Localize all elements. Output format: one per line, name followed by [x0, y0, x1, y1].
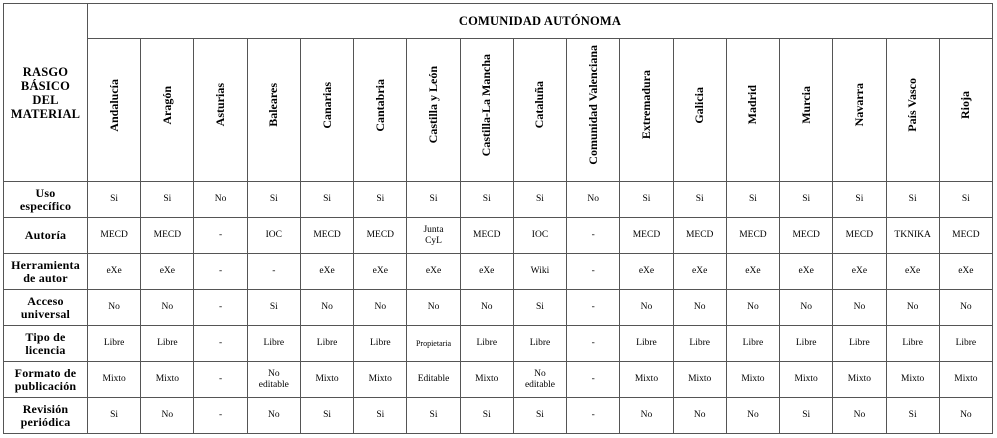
table-cell: IOC	[513, 218, 566, 254]
region-label: Cantabria	[372, 78, 387, 132]
table-cell	[407, 218, 460, 254]
table-cell: eXe	[780, 254, 833, 290]
row-label-line: Acceso	[27, 293, 64, 308]
column-header-region	[247, 39, 300, 182]
table-cell: Si	[780, 398, 833, 434]
column-header-region	[726, 39, 779, 182]
table-cell: No	[247, 398, 300, 434]
table-cell: eXe	[620, 254, 673, 290]
table-cell: MECD	[780, 218, 833, 254]
region-label: Andalucía	[106, 78, 121, 132]
table-cell: Mixto	[673, 362, 726, 398]
table-cell: Si	[407, 182, 460, 218]
table-cell: eXe	[939, 254, 992, 290]
table-cell: No	[673, 398, 726, 434]
row-label-line: licencia	[25, 342, 66, 357]
table-cell: No	[939, 398, 992, 434]
table-cell: eXe	[300, 254, 353, 290]
table-cell: Libre	[300, 326, 353, 362]
table-cell: Si	[141, 182, 194, 218]
row-label	[4, 254, 88, 290]
table-cell: No	[407, 290, 460, 326]
table-cell: Si	[620, 182, 673, 218]
row-label-line: Autoría	[24, 228, 67, 242]
table-cell: MECD	[726, 218, 779, 254]
table-cell: No	[354, 290, 407, 326]
table-cell: -	[567, 218, 620, 254]
table-cell: No	[726, 398, 779, 434]
row-label-line: de autor	[23, 270, 68, 285]
cell-line: editable	[524, 379, 556, 390]
group-header: COMUNIDAD AUTÓNOMA	[88, 4, 993, 39]
table-row	[4, 326, 993, 362]
table-cell: Libre	[780, 326, 833, 362]
header-row-group	[4, 4, 993, 39]
table-cell: Si	[247, 290, 300, 326]
table-cell: Si	[460, 182, 513, 218]
comparison-table	[3, 3, 993, 434]
table-cell: eXe	[886, 254, 939, 290]
table-cell: Si	[886, 182, 939, 218]
table-cell: -	[567, 326, 620, 362]
row-label-line: periódica	[20, 414, 71, 429]
region-label: Murcia	[798, 86, 813, 124]
table-row	[4, 182, 993, 218]
row-label	[4, 290, 88, 326]
cell-line: editable	[258, 379, 289, 390]
table-cell: TKNIKA	[886, 218, 939, 254]
cell-line: Junta	[423, 224, 444, 235]
table-cell: MECD	[673, 218, 726, 254]
corner-line: BÁSICO	[20, 78, 71, 93]
table-cell: Wiki	[513, 254, 566, 290]
corner-header	[4, 4, 88, 182]
table-row	[4, 398, 993, 434]
corner-line: RASGO	[22, 64, 69, 79]
table-cell: -	[194, 290, 247, 326]
table-row	[4, 362, 993, 398]
table-cell: Propietaria	[407, 326, 460, 362]
table-cell: Libre	[620, 326, 673, 362]
region-label: Extremadura	[638, 70, 653, 140]
column-header-region	[141, 39, 194, 182]
table-cell: Libre	[673, 326, 726, 362]
row-label	[4, 362, 88, 398]
table-cell: Libre	[141, 326, 194, 362]
row-label	[4, 182, 88, 218]
table-cell: Si	[673, 182, 726, 218]
table-cell: No	[620, 290, 673, 326]
table-cell: Si	[939, 182, 992, 218]
table-cell: Si	[780, 182, 833, 218]
region-label: Asturias	[213, 83, 228, 127]
row-label	[4, 398, 88, 434]
table-cell: No	[726, 290, 779, 326]
table-cell: Mixto	[141, 362, 194, 398]
region-label: Castilla y León	[426, 66, 441, 144]
table-cell: MECD	[141, 218, 194, 254]
row-label-line: publicación	[14, 378, 77, 393]
table-cell: eXe	[673, 254, 726, 290]
table-row	[4, 254, 993, 290]
table-cell: No	[939, 290, 992, 326]
table-cell: No	[141, 290, 194, 326]
table-cell: Si	[460, 398, 513, 434]
column-header-region	[833, 39, 886, 182]
row-label-line: universal	[20, 306, 71, 321]
table-cell: Mixto	[886, 362, 939, 398]
cell-line: No	[534, 368, 546, 379]
table-cell	[247, 362, 300, 398]
header-row-regions	[4, 39, 993, 182]
table-cell: Si	[300, 398, 353, 434]
table-cell: -	[567, 362, 620, 398]
table-cell: eXe	[833, 254, 886, 290]
table-cell: Libre	[354, 326, 407, 362]
region-label: Navarra	[851, 83, 866, 127]
table-cell: -	[194, 326, 247, 362]
table-cell: -	[194, 362, 247, 398]
table-cell: No	[833, 290, 886, 326]
region-label: País Vasco	[905, 78, 920, 132]
row-label	[4, 326, 88, 362]
table-row	[4, 290, 993, 326]
column-header-region	[886, 39, 939, 182]
cell-line: CyL	[425, 235, 442, 246]
table-cell: Si	[513, 398, 566, 434]
table-cell: Si	[513, 182, 566, 218]
table-cell: MECD	[88, 218, 141, 254]
table-cell: Editable	[407, 362, 460, 398]
table-cell: Mixto	[833, 362, 886, 398]
column-header-region	[620, 39, 673, 182]
table-cell: No	[673, 290, 726, 326]
table-cell: MECD	[620, 218, 673, 254]
table-cell: MECD	[300, 218, 353, 254]
region-label: Canarias	[319, 81, 334, 129]
table-cell: No	[886, 290, 939, 326]
table-cell: Libre	[460, 326, 513, 362]
table-cell: Mixto	[354, 362, 407, 398]
table-cell: Mixto	[620, 362, 673, 398]
column-header-region	[567, 39, 620, 182]
column-header-region	[354, 39, 407, 182]
column-header-region	[407, 39, 460, 182]
table-cell: No	[780, 290, 833, 326]
table-cell: Libre	[247, 326, 300, 362]
column-header-region	[88, 39, 141, 182]
table-cell: Libre	[939, 326, 992, 362]
table-cell: No	[194, 182, 247, 218]
region-label: Aragón	[159, 85, 174, 125]
table-cell: Libre	[886, 326, 939, 362]
table-cell: Mixto	[88, 362, 141, 398]
table-cell: IOC	[247, 218, 300, 254]
column-header-region	[673, 39, 726, 182]
region-label: Rioja	[958, 91, 973, 119]
region-label: Castilla-La Mancha	[479, 53, 494, 157]
column-header-region	[300, 39, 353, 182]
row-label-line: Formato de	[14, 365, 77, 380]
table-cell: Si	[354, 398, 407, 434]
table-body	[4, 182, 993, 434]
table-cell: Si	[726, 182, 779, 218]
table-cell: MECD	[460, 218, 513, 254]
row-label-line: Tipo de	[25, 329, 66, 344]
table-cell: Si	[833, 182, 886, 218]
column-header-region	[194, 39, 247, 182]
table-cell: No	[88, 290, 141, 326]
table-cell: MECD	[354, 218, 407, 254]
column-header-region	[460, 39, 513, 182]
row-label-line: específico	[19, 198, 72, 213]
table-cell	[513, 362, 566, 398]
region-label: Galicia	[692, 86, 707, 124]
table-cell: No	[833, 398, 886, 434]
table-cell: Si	[513, 290, 566, 326]
table-cell: eXe	[407, 254, 460, 290]
table-cell: No	[460, 290, 513, 326]
table-cell: MECD	[939, 218, 992, 254]
table-cell: No	[620, 398, 673, 434]
row-label	[4, 218, 88, 254]
corner-line: DEL	[32, 92, 59, 107]
table-cell: Si	[88, 398, 141, 434]
table-cell: Mixto	[780, 362, 833, 398]
row-label-line: Revisión	[22, 401, 69, 416]
table-cell: Libre	[833, 326, 886, 362]
table-cell: eXe	[354, 254, 407, 290]
table-cell: eXe	[88, 254, 141, 290]
table-cell: Si	[886, 398, 939, 434]
table-cell: Libre	[513, 326, 566, 362]
table-cell: -	[567, 398, 620, 434]
table-cell: Si	[300, 182, 353, 218]
table-cell: -	[194, 254, 247, 290]
table-cell: Mixto	[460, 362, 513, 398]
row-label-line: Uso	[35, 185, 56, 200]
table-cell: No	[300, 290, 353, 326]
region-label: Comunidad Valenciana	[585, 45, 600, 165]
table-cell: Libre	[726, 326, 779, 362]
table-cell: MECD	[833, 218, 886, 254]
region-label: Cataluña	[532, 81, 547, 129]
table-cell: -	[194, 218, 247, 254]
column-header-region	[780, 39, 833, 182]
corner-line: MATERIAL	[10, 106, 81, 121]
table-cell: Mixto	[300, 362, 353, 398]
table-cell: No	[141, 398, 194, 434]
table-row	[4, 218, 993, 254]
table-cell: -	[247, 254, 300, 290]
table-cell: -	[194, 398, 247, 434]
table-cell: Si	[407, 398, 460, 434]
table-cell: -	[567, 290, 620, 326]
table-cell: -	[567, 254, 620, 290]
table-cell: Mixto	[939, 362, 992, 398]
column-header-region	[513, 39, 566, 182]
table-cell: eXe	[726, 254, 779, 290]
table-cell: eXe	[460, 254, 513, 290]
region-label: Baleares	[266, 83, 281, 127]
table-cell: No	[567, 182, 620, 218]
table-cell: Mixto	[726, 362, 779, 398]
table-cell: eXe	[141, 254, 194, 290]
row-label-line: Herramienta	[11, 257, 80, 272]
column-header-region	[939, 39, 992, 182]
table-cell: Si	[247, 182, 300, 218]
table-cell: Si	[88, 182, 141, 218]
table-cell: Si	[354, 182, 407, 218]
table-cell: Libre	[88, 326, 141, 362]
cell-line: No	[268, 368, 280, 379]
region-label: Madrid	[745, 85, 760, 125]
